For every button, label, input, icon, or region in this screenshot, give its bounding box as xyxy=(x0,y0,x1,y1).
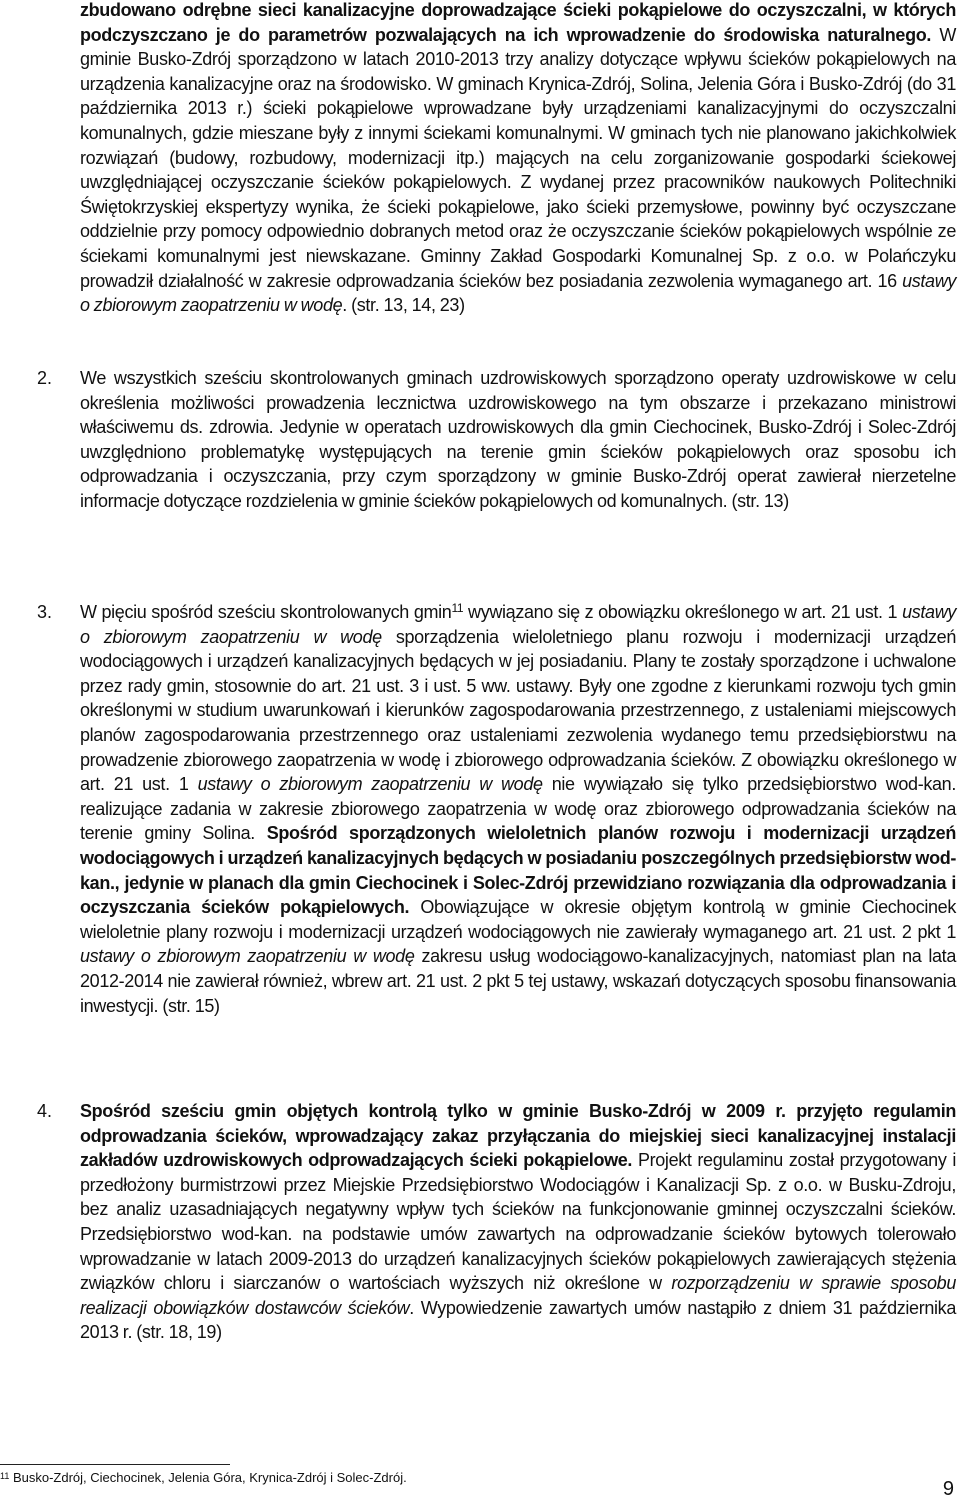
p4-segment: Projekt regulaminu został przygotowany i przedłożony burmistrzowi przez Miejskie Przedsiębiorstwo Wodociągów i Kanalizacji Sp. z o.o. w Busku-Zdroju, bez analiz uzasadniających negatywny wpływ tych ścieków na funkcjonowanie gminnej oczyszczalni ścieków. Przedsiębiorstwo wod-kan. na podstawie umów zawartych na odprowadzanie ścieków bytowych tolerowało wprowadzanie w latach 2009-2013 do urządzeń kanalizacyjnych ścieków pokąpielowych zawierających stężenia związków chloru i siarczanów o wartościach wyższych niż określone w xyxy=(80,1150,957,1294)
p4-segment: rozporządzeniu w sprawie sposobu realizacji obowiązków dostawców ścieków xyxy=(80,1273,956,1318)
p3-segment: ustawy o zbiorowym zaopatrzeniu w wodę xyxy=(80,946,415,967)
p2-segment: We wszystkich sześciu skontrolowanych gminach uzdrowiskowych sporządzono operaty uzdrowiskowe w celu określenia możliwości prowadzenia lecznictwa uzdrowiskowego na tym obszarze i przekazano ministrowi właściwemu ds. zdrowia. Jedynie w operatach uzdrowiskowych dla gmin Ciechocinek, Busko-Zdrój i Solec-Zdrój uwzględniono problematykę występujących na terenie gmin ścieków pokąpielowych oraz sposobu ich odprowadzania i oczyszczania, przy czym sporządzony w gminie Busko-Zdrój operat zawierał nierzetelne informacje dotyczące rozdzielenia w gminie ścieków pokąpielowych od komunalnych. (str. 13) xyxy=(80,368,956,511)
item-number-3: 3. xyxy=(37,602,53,622)
page-number: 9 xyxy=(942,1478,954,1500)
paragraph-1-continuation xyxy=(80,0,956,318)
p3-segment: sporządzenia wieloletniego planu rozwoju i modernizacji urządzeń wodociągowych i urządzeń kanalizacyjnych będących w jej posiadaniu. Plany te zostały sporządzone i uchwalone przez rady gmin, stosownie do art. 21 ust. 3 i ust. 5 ww. ustawy. Były one zgodne z kierunkami rozwoju tych gmin określonymi w studium uwarunkowań i kierunków zagospodarowania przestrzennego, z ustaleniami miejscowych planów zagospodarowania przestrzennego oraz ustaleniami zezwolenia wydanego temu przedsiębiorstwu na prowadzenie zbiorowego zaopatrzenia w wodę i zbiorowego odprowadzania ścieków. Z obowiązku określonego w art. 21 ust. 1 xyxy=(80,626,956,795)
p1-segment: ustawy o zbiorowym zaopatrzeniu w wodę xyxy=(80,270,956,316)
p1-segment: zbudowano odrębne sieci kanalizacyjne doprowadzające ścieki pokąpielowe do oczyszczalni, w których podczyszczano je do parametrów pozwalających na ich wprowadzenie do środowiska naturalnego. xyxy=(80,0,956,45)
p3-segment: Obowiązujące w okresie objętym kontrolą w gminie Ciechocinek wieloletnie plany rozwoju i modernizacji urządzeń wodociągowych nie zawierały wymaganego art. 21 ust. 2 pkt 1 xyxy=(80,897,956,942)
footnote-mark: 11 xyxy=(0,1471,10,1481)
p3-segment: Spośród sporządzonych wieloletnich planów rozwoju i modernizacji urządzeń wodociągowych i urządzeń kanalizacyjnych będących w posiadaniu poszczególnych przedsiębiorstw wod-kan., jedynie w planach dla gmin Ciechocinek i Solec-Zdrój przewidziano rozwiązania dla odprowadzania i oczyszczania ścieków pokąpielowych. xyxy=(80,823,956,918)
footnote xyxy=(0,1470,407,1486)
p3-segment: wywiązano się z obowiązku określonego w art. 21 ust. 1 xyxy=(463,602,903,622)
p3-segment: ustawy o zbiorowym zaopatrzeniu w wodę xyxy=(80,602,956,647)
item-number-2: 2. xyxy=(37,368,53,388)
footnote-text: Busko-Zdrój, Ciechocinek, Jelenia Góra, Krynica-Zdrój i Solec-Zdrój. xyxy=(9,1470,407,1485)
paragraph-3 xyxy=(80,600,956,1018)
footnote-separator xyxy=(0,1464,230,1465)
item-number-4: 4. xyxy=(37,1101,53,1121)
p3-segment: zakresu usług wodociągowo-kanalizacyjnych, natomiast plan na lata 2012-2014 nie zawierał również, wbrew art. 21 ust. 2 pkt 5 tej ustawy, wskazań dotyczących sposobu finansowania inwestycji. (str. 15) xyxy=(80,946,956,1016)
p3-segment: ustawy o zbiorowym zaopatrzeniu w wodę xyxy=(197,774,543,795)
paragraph-4 xyxy=(80,1099,956,1345)
footnote-reference: 11 xyxy=(451,601,464,615)
p1-segment: . (str. 13, 14, 23) xyxy=(342,295,465,316)
p1-segment: W gminie Busko-Zdrój sporządzono w latach 2010-2013 trzy analizy dotyczące wpływu ścieków pokąpielowych na urządzenia kanalizacyjne oraz na środowisko. W gminach Krynica-Zdrój, Solina, Jelenia Góra i Busko-Zdrój (do 31 października 2013 r.) ścieki pokąpielowe wprowadzane były urządzeniami kanalizacyjnymi do oczyszczalni komunalnych, gdzie mieszane były z innymi ściekami komunalnymi. W gminach tych nie planowano jakichkolwiek rozwiązań (budowy, rozbudowy, modernizacji itp.) mających na celu zorganizowanie gospodarki ściekowej uwzględniającej oczyszczanie ścieków pokąpielowych. Z wydanej przez pracowników naukowych Politechniki Świętokrzyskiej ekspertyzy wynika, że ścieki pokąpielowe, jako ścieki przemysłowe, powinny być oczyszczane oddzielnie przy pomocy odpowiednio dobranych metod oraz że oczyszczanie ścieków pokąpielowych wspólnie ze ściekami komunalnymi jest niewskazane. Gminny Zakład Gospodarki Komunalnej Sp. z o.o. w Polańczyku prowadził działalność w zakresie odprowadzania ścieków bez posiadania zezwolenia wymaganego art. 16 xyxy=(80,24,956,291)
p3-segment: nie wywiązało się tylko przedsiębiorstwo wod-kan. realizujące zadania w zakresie zbiorowego zaopatrzenia w wodę oraz zbiorowego odprowadzania ścieków na terenie gminy Solina. xyxy=(80,774,956,844)
paragraph-3-start: W pięciu spośród sześciu skontrolowanych gmin xyxy=(80,602,452,622)
p4-segment: Spośród sześciu gmin objętych kontrolą tylko w gminie Busko-Zdrój w 2009 r. przyjęto regulamin odprowadzania ścieków, wprowadzający zakaz przyłączania do miejskiej sieci kanalizacyjnej instalacji zakładów uzdrowiskowych odprowadzających ścieki pokąpielowe. xyxy=(80,1101,956,1171)
paragraph-2 xyxy=(80,366,956,514)
p4-segment: . Wypowiedzenie zawartych umów nastąpiło z dniem 31 października 2013 r. (str. 18, 19) xyxy=(80,1297,956,1343)
